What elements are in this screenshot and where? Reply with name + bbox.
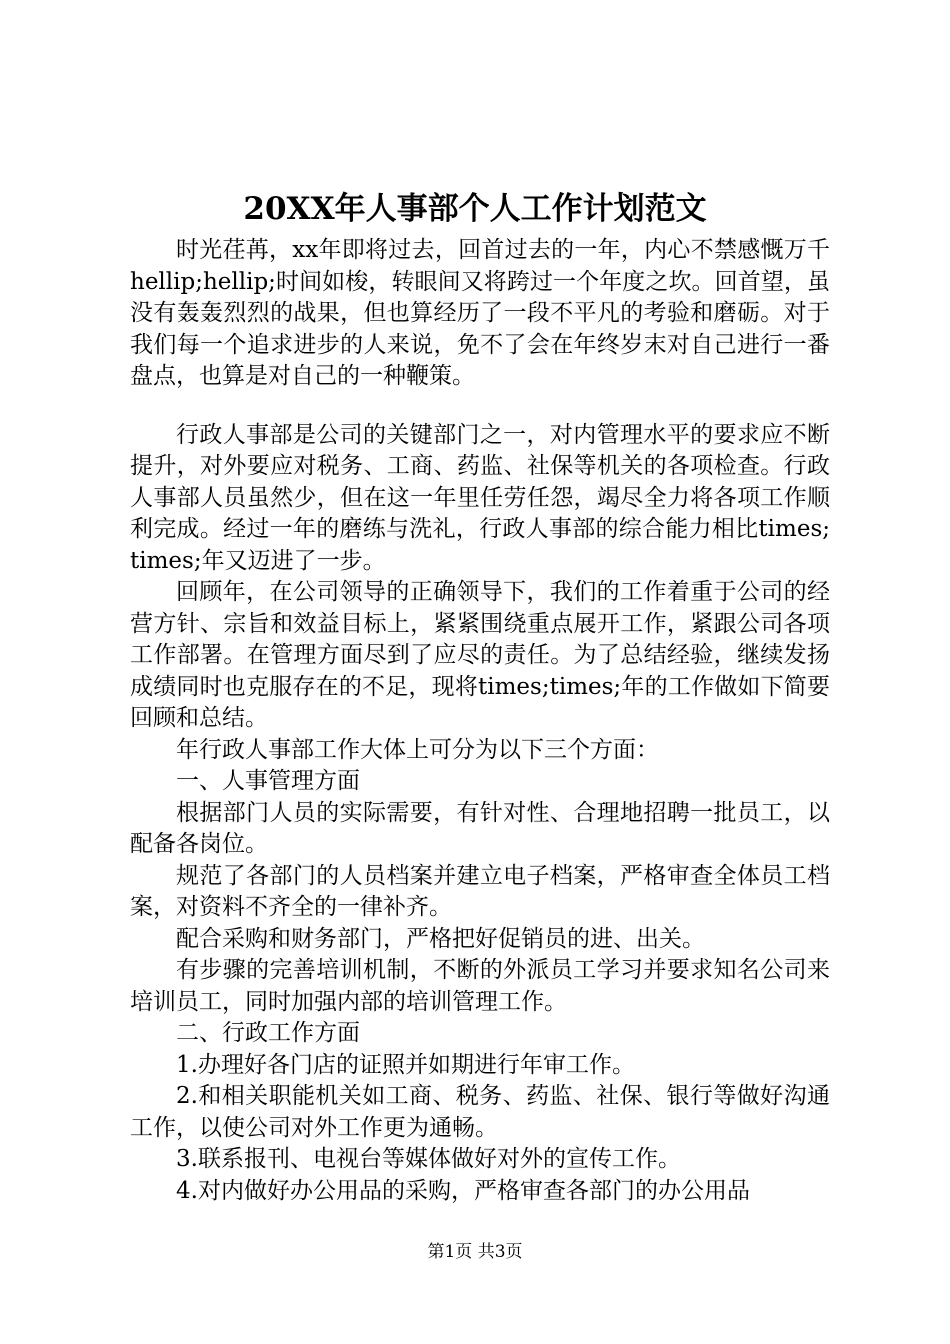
page-footer: 第1页 共3页 — [427, 1242, 523, 1262]
paragraph-overview: 年行政人事部工作大体上可分为以下三个方面： — [176, 736, 659, 763]
list-item-licenses: 1.办理好各门店的证照并如期进行年审工作。 — [176, 1051, 635, 1078]
section-heading-personnel: 一、人事管理方面 — [176, 768, 360, 794]
paragraph-training: 有步骤的完善培训机制，不断的外派员工学习并要求知名公司来培训员工，同时加强内部的培训管理工作。 — [130, 957, 830, 1015]
paragraph-promoters: 配合采购和财务部门，严格把好促销员的进、出关。 — [176, 925, 705, 952]
paragraph-review: 回顾年，在公司领导的正确领导下，我们的工作着重于公司的经营方针、宗旨和效益目标上，紧紧围绕重点展开工作，紧跟公司各项工作部署。在管理方面尽到了应尽的责任。为了总结经验，继续发扬成绩同时也克服存在的不足，现将times;times;年的工作做如下简要回顾和总结。 — [130, 579, 830, 731]
document-body — [130, 235, 830, 1207]
paragraph-department: 行政人事部是公司的关键部门之一，对内管理水平的要求应不断提升，对外要应对税务、工商、药监、社保等机关的各项检查。行政人事部人员虽然少，但在这一年里任劳任怨，竭尽全力将各项工作顺利完成。经过一年的磨练与洗礼，行政人事部的综合能力相比times;times;年又迈进了一步。 — [130, 421, 830, 574]
document-title: 20XX年人事部个人工作计划范文 — [243, 191, 707, 227]
paragraph-archives: 规范了各部门的人员档案并建立电子档案，严格审查全体员工档案，对资料不齐全的一律补齐。 — [130, 862, 830, 920]
list-item-media: 3.联系报刊、电视台等媒体做好对外的宣传工作。 — [176, 1146, 681, 1172]
list-item-office-supplies: 4.对内做好办公用品的采购，严格审查各部门的办公用品 — [176, 1177, 750, 1204]
section-heading-administration: 二、行政工作方面 — [176, 1020, 360, 1046]
list-item-communication: 2.和相关职能机关如工商、税务、药监、社保、银行等做好沟通工作，以使公司对外工作更为通畅。 — [130, 1083, 830, 1141]
paragraph-recruitment: 根据部门人员的实际需要，有针对性、合理地招聘一批员工，以配备各岗位。 — [130, 799, 830, 857]
paragraph-intro: 时光荏苒，xx年即将过去，回首过去的一年，内心不禁感慨万千hellip;hellip;时间如梭，转眼间又将跨过一个年度之坎。回首望，虽没有轰轰烈烈的战果，但也算经历了一段不平凡的考验和磨砺。对于我们每一个追求进步的人来说，免不了会在年终岁末对自己进行一番盘点，也算是对自己的一种鞭策。 — [130, 237, 830, 389]
